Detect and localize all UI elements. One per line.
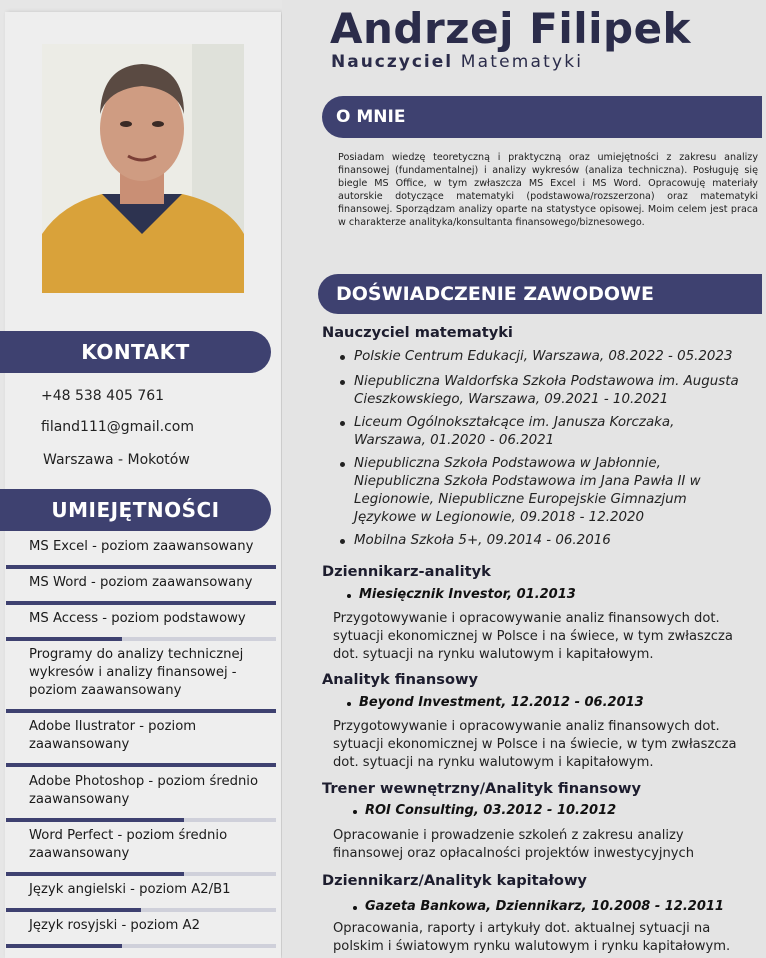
phone-number: +48 538 405 761 (41, 388, 165, 404)
job-item: Liceum Ogólnokształcące im. Janusza Korczaka, Warszawa, 01.2020 - 06.2021 (354, 415, 675, 448)
skill-label: Język rosyjski - poziom A2 (29, 918, 200, 933)
location: Warszawa - Mokotów (43, 452, 190, 468)
job-title: Trener wewnętrzny/Analityk finansowy (322, 780, 642, 797)
skill-level-bar (6, 818, 184, 822)
job-title: Analityk finansowy (322, 671, 478, 688)
about-text: Posiadam wiedzę teoretyczną i praktyczną oraz umiejętności z zakresu analizy finansowej (fundamentalnej) i analizy wykresów (analiza techniczna). Posługuję się biegle MS Office, w tym zwłaszcza MS Excel i MS Word. Opracowuję materiały autorskie dotyczące matematyki (podstawowa/rozszerzona) oraz matematyki finansowej. Sporządzam analizy oparte na statystyce opisowej. Moim celem jest praca w charakterze analityka/konsultanta finansowego/biznesowego. (338, 152, 758, 228)
job-description: Przygotowywanie i opracowywanie analiz finansowych dot. sytuacji ekonomicznej w Polsce i na świecie, w tym zwłaszcza dot. sytuacji na rynku walutowym i kapitałowym. (333, 719, 737, 770)
skill-label: Word Perfect - poziom średnio zaawansowany (29, 828, 228, 861)
job-employer: Miesięcznik Investor, 01.2013 (359, 587, 576, 602)
job-item: Niepubliczna Szkoła Podstawowa w Jabłonnie, Niepubliczna Szkoła Podstawowa im Jana Pawła II w Legionowie, Niepubliczne Europejskie Gimnazjum Językowe w Legionowie, 09.2018 - 12.2020 (354, 456, 701, 525)
person-title (331, 52, 583, 72)
job-item: Mobilna Szkoła 5+, 09.2014 - 06.2016 (354, 533, 611, 548)
skill-label: Język angielski - poziom A2/B1 (29, 882, 231, 897)
skill-level-bar (6, 872, 184, 876)
about-heading (322, 96, 762, 138)
skill-label: Adobe Ilustrator - poziom zaawansowany (29, 719, 197, 752)
skill-label: Adobe Photoshop - poziom średnio zaawansowany (29, 774, 259, 807)
skill-level-bar (6, 565, 276, 569)
skill-label: MS Excel - poziom zaawansowany (29, 539, 254, 554)
bullet (340, 355, 345, 360)
job-description: Opracowanie i prowadzenie szkoleń z zakresu analizy finansowej oraz opłacalności projektów inwestycyjnych (333, 828, 695, 861)
title-rest: Matematyki (460, 52, 584, 72)
job-item: Polskie Centrum Edukacji, Warszawa, 08.2022 - 05.2023 (354, 349, 733, 364)
job-employer: Beyond Investment, 12.2012 - 06.2013 (359, 695, 644, 710)
bullet (353, 906, 357, 910)
bullet (340, 462, 345, 467)
job-description: Opracowania, raporty i artykuły dot. aktualnej sytuacji na polskim i światowym rynku walutowym i rynku kapitałowym. (333, 921, 731, 954)
bullet (340, 539, 345, 544)
about-heading-label: O MNIE (336, 107, 406, 127)
skill-label: MS Access - poziom podstawowy (29, 611, 246, 626)
job-item: Niepubliczna Waldorfska Szkoła Podstawowa im. Augusta Cieszkowskiego, Warszawa, 09.2021 - 10.2021 (354, 374, 739, 407)
skill-level-bar (6, 944, 122, 948)
contact-heading-label: KONTAKT (81, 340, 190, 364)
bullet (340, 421, 345, 426)
bullet (347, 594, 351, 598)
job-title: Nauczyciel matematyki (322, 324, 513, 341)
job-title: Dziennikarz-analityk (322, 563, 491, 580)
person-name: Andrzej Filipek (330, 4, 691, 53)
job-title: Dziennikarz/Analityk kapitałowy (322, 872, 587, 889)
bullet (353, 810, 357, 814)
contact-heading (0, 331, 271, 373)
skill-level-bar (6, 709, 276, 713)
job-employer: ROI Consulting, 03.2012 - 10.2012 (365, 803, 617, 818)
skill-label: MS Word - poziom zaawansowany (29, 575, 253, 590)
skill-level-bar (6, 601, 276, 605)
email-address: filand111@gmail.com (41, 419, 195, 435)
skills-heading (0, 489, 271, 531)
skill-level-bar (6, 637, 122, 641)
bullet (340, 380, 345, 385)
experience-heading-label: DOŚWIADCZENIE ZAWODOWE (336, 283, 654, 305)
profile-photo (42, 44, 244, 293)
experience-heading (318, 274, 762, 314)
title-bold: Nauczyciel (331, 52, 454, 72)
skill-level-bar (6, 763, 276, 767)
skill-level-bar (6, 908, 141, 912)
skills-heading-label: UMIEJĘTNOŚCI (51, 498, 220, 522)
job-description: Przygotowywanie i opracowywanie analiz finansowych dot. sytuacji ekonomicznej w Polsce i na świece, w tym zwłaszcza dot. sytuacji na rynku walutowym i kapitałowym. (333, 611, 733, 662)
skill-label: Programy do analizy technicznej wykresów i analizy finansowej - poziom zaawansowany (29, 647, 244, 698)
job-employer: Gazeta Bankowa, Dziennikarz, 10.2008 - 12.2011 (365, 899, 724, 914)
bullet (347, 702, 351, 706)
